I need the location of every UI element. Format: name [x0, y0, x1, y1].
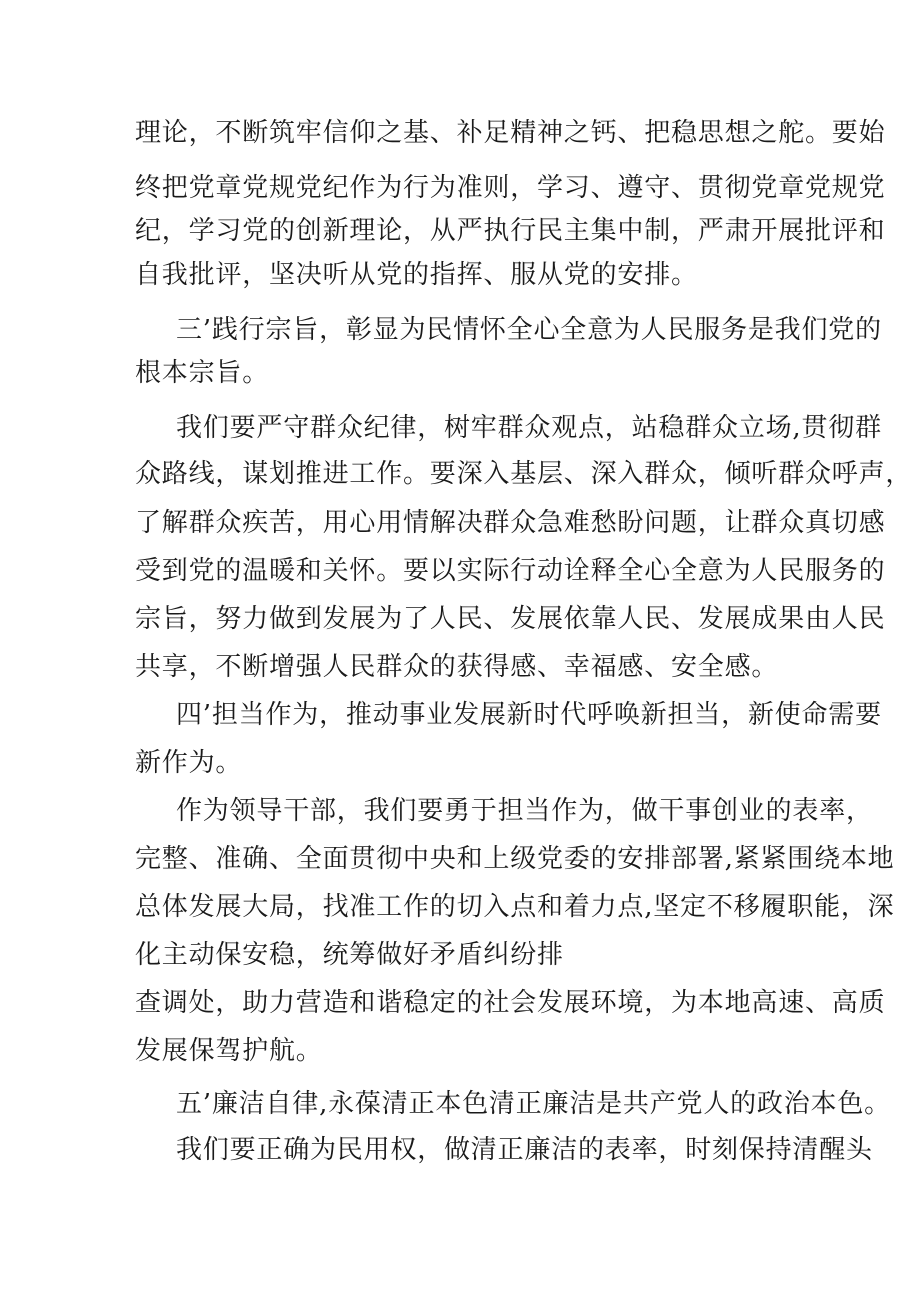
text-line: 作为领导干部，我们要勇于担当作为，做干事创业的表率，	[176, 796, 873, 826]
text-line: 三’践行宗旨，彰显为民情怀全心全意为人民服务是我们党的	[176, 315, 882, 345]
text-line: 我们要严守群众纪律，树牢群众观点，站稳群众立场,贯彻群	[176, 413, 882, 443]
text-line: 新作为。	[135, 748, 243, 778]
text-line: 宗旨，努力做到发展为了人民、发展依靠人民、发展成果由人民	[135, 604, 886, 634]
text-line: 终把党章党规党纪作为行为准则，学习、遵守、贯彻党章党规党	[135, 173, 886, 203]
text-line: 理论，不断筑牢信仰之基、补足精神之钙、把稳思想之舵。要始	[135, 118, 886, 148]
text-line: 查调处，助力营造和谐稳定的社会发展环境，为本地高速、高质	[135, 988, 886, 1018]
text-line: 发展保驾护航。	[135, 1036, 323, 1066]
text-line: 自我批评，坚决听从党的指挥、服从党的安排。	[135, 260, 698, 290]
text-line: 四’担当作为，推动事业发展新时代呼唤新担当，新使命需要	[176, 700, 882, 730]
text-line: 了解群众疾苦，用心用情解决群众急难愁盼问题，让群众真切感	[135, 508, 886, 538]
text-line: 总体发展大局，找准工作的切入点和着力点,坚定不移履职能，深	[135, 892, 895, 922]
text-line: 完整、准确、全面贯彻中央和上级党委的安排部署,紧紧围绕本地	[135, 844, 895, 874]
text-line: 根本宗旨。	[135, 358, 270, 388]
text-line: 我们要正确为民用权，做清正廉洁的表率，时刻保持清醒头	[176, 1135, 873, 1165]
text-line: 受到党的温暖和关怀。要以实际行动诠释全心全意为人民服务的	[135, 556, 886, 586]
text-line: 五’廉洁自律,永葆清正本色清正廉洁是共产党人的政治本色。	[176, 1089, 891, 1119]
text-line: 众路线，谋划推进工作。要深入基层、深入群众，倾听群众呼声，	[135, 459, 913, 489]
text-line: 共享，不断增强人民群众的获得感、幸福感、安全感。	[135, 652, 779, 682]
text-line: 化主动保安稳，统筹做好矛盾纠纷排	[135, 940, 564, 970]
text-line: 纪，学习党的创新理论，从严执行民主集中制，严肃开展批评和	[135, 216, 886, 246]
